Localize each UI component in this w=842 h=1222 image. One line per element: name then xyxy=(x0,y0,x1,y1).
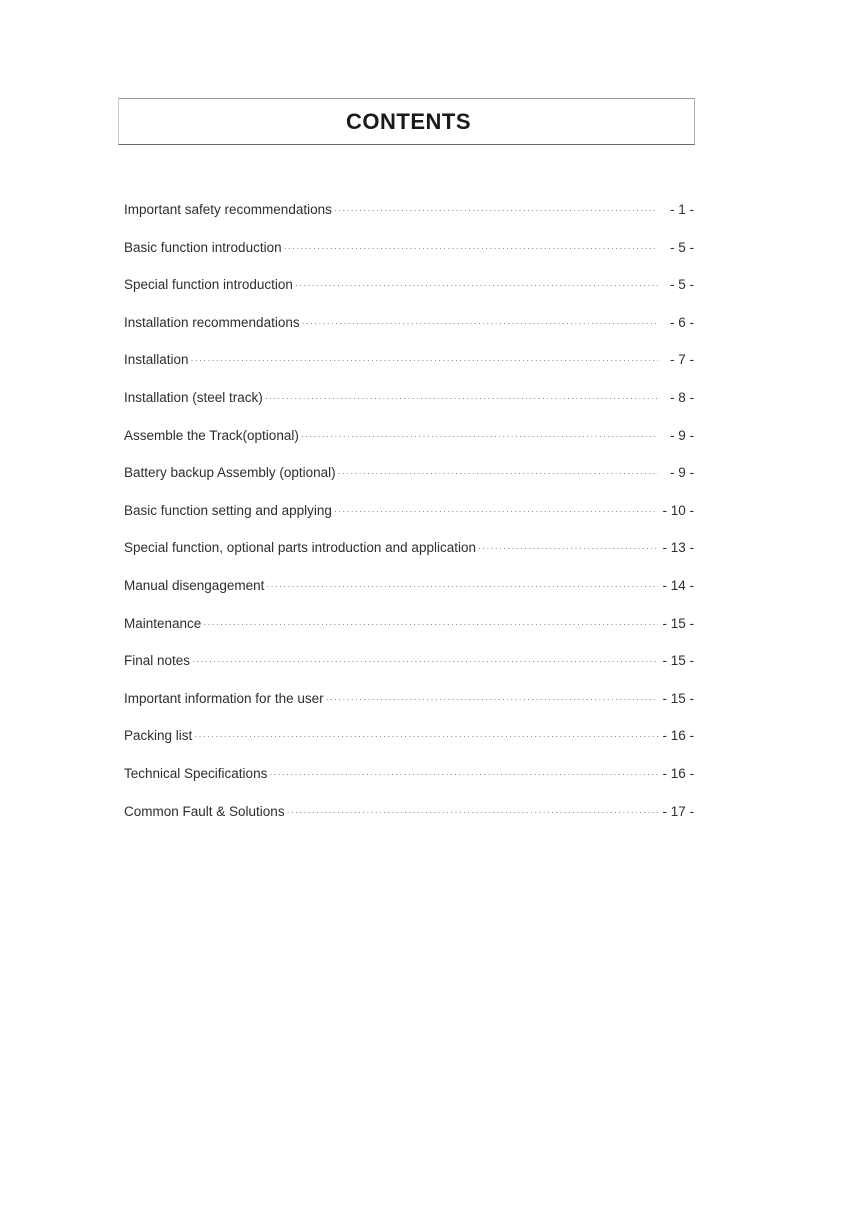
toc-entry-label: Final notes xyxy=(124,653,191,669)
toc-entry[interactable] xyxy=(124,798,694,836)
toc-entry-page: - 14 - xyxy=(662,577,694,593)
toc-entry-page: - 9 - xyxy=(669,465,694,481)
toc-entry-page: - 10 - xyxy=(662,502,694,518)
toc-entry-label: Packing list xyxy=(124,728,193,744)
toc-entry[interactable] xyxy=(124,422,694,460)
toc-entry-label: Battery backup Assembly (optional) xyxy=(124,465,336,481)
toc-entry-page: - 6 - xyxy=(669,314,694,330)
dot-leader xyxy=(478,534,658,562)
toc-entry-page: - 5 - xyxy=(669,277,694,293)
toc-entry-label: Important information for the user xyxy=(124,690,324,706)
dot-leader xyxy=(269,760,658,788)
dot-leader xyxy=(334,497,658,525)
toc-entry[interactable] xyxy=(124,346,694,384)
toc-entry-label: Special function, optional parts introduction and application xyxy=(124,540,476,556)
toc-entry-page: - 16 - xyxy=(662,765,694,781)
toc-entry-page: - 13 - xyxy=(662,540,694,556)
dot-leader xyxy=(284,234,658,262)
toc-entry[interactable] xyxy=(124,497,694,535)
dot-leader xyxy=(338,459,658,487)
dot-leader xyxy=(301,422,658,450)
toc-entry[interactable] xyxy=(124,534,694,572)
dot-leader xyxy=(194,722,658,750)
toc-entry-label: Installation recommendations xyxy=(124,314,300,330)
toc-entry[interactable] xyxy=(124,685,694,723)
toc-entry-page: - 7 - xyxy=(669,352,694,368)
dot-leader xyxy=(295,271,658,299)
toc-entry[interactable] xyxy=(124,760,694,798)
contents-title-box xyxy=(118,98,695,145)
toc-entry[interactable] xyxy=(124,610,694,648)
toc-entry-label: Assemble the Track(optional) xyxy=(124,427,299,443)
dot-leader xyxy=(266,572,658,600)
toc-entry-page: - 17 - xyxy=(662,803,694,819)
toc-entry-label: Basic function introduction xyxy=(124,239,282,255)
toc-entry-label: Maintenance xyxy=(124,615,202,631)
toc-entry-label: Important safety recommendations xyxy=(124,202,332,217)
toc-entry[interactable] xyxy=(124,384,694,422)
dot-leader xyxy=(191,346,658,374)
toc-entry-label: Basic function setting and applying xyxy=(124,502,332,518)
toc-entry-label: Installation (steel track) xyxy=(124,389,263,405)
toc-entry[interactable] xyxy=(124,309,694,347)
dot-leader xyxy=(302,309,658,337)
toc-entry-label: Installation xyxy=(124,352,189,368)
toc-entry-page: - 1 - xyxy=(669,202,694,217)
toc-entry-label: Technical Specifications xyxy=(124,765,268,781)
toc-entry-label: Special function introduction xyxy=(124,277,293,293)
toc-entry[interactable] xyxy=(124,459,694,497)
dot-leader xyxy=(287,798,658,826)
toc-entry-page: - 15 - xyxy=(662,615,694,631)
page-title: CONTENTS xyxy=(346,108,471,134)
toc-entry[interactable] xyxy=(124,196,694,234)
toc-entry-page: - 8 - xyxy=(669,389,694,405)
toc-entry[interactable] xyxy=(124,722,694,760)
toc-entry-label: Manual disengagement xyxy=(124,577,265,593)
toc-entry[interactable] xyxy=(124,647,694,685)
toc-entry-page: - 5 - xyxy=(669,239,694,255)
dot-leader xyxy=(265,384,658,412)
toc-entry-page: - 9 - xyxy=(669,427,694,443)
toc-entry[interactable] xyxy=(124,572,694,610)
toc-entry[interactable] xyxy=(124,234,694,272)
toc-entry-page: - 15 - xyxy=(662,653,694,669)
table-of-contents xyxy=(124,196,694,835)
toc-entry-page: - 15 - xyxy=(662,690,694,706)
dot-leader xyxy=(192,647,658,675)
toc-entry-label: Common Fault & Solutions xyxy=(124,803,285,819)
dot-leader xyxy=(326,685,658,713)
toc-entry[interactable] xyxy=(124,271,694,309)
dot-leader xyxy=(203,610,658,638)
toc-entry-page: - 16 - xyxy=(662,728,694,744)
dot-leader xyxy=(334,196,658,224)
